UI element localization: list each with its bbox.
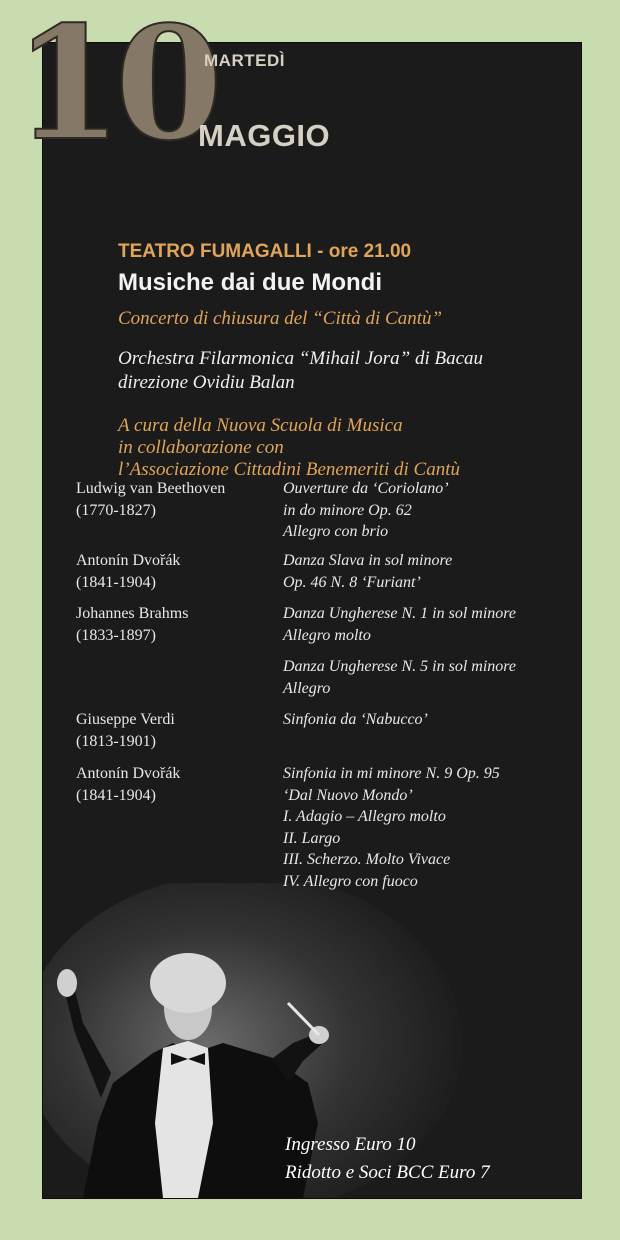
work-line: Danza Slava in sol minore — [283, 552, 453, 569]
composer-name: Antonín Dvořák — [76, 552, 181, 569]
conductor: direzione Ovidiu Balan — [118, 372, 295, 393]
composer-entry — [76, 603, 188, 646]
work-line: Allegro molto — [283, 626, 371, 644]
work-line: Op. 46 N. 8 ‘Furiant’ — [283, 573, 421, 591]
composer-entry — [76, 478, 225, 521]
work-entry — [283, 603, 516, 646]
organizer-line: in collaborazione con — [118, 437, 284, 458]
work-entry — [283, 709, 428, 731]
work-line: II. Largo — [283, 829, 341, 847]
organizer-line: A cura della Nuova Scuola di Musica — [118, 415, 403, 436]
composer-years: (1841-1904) — [76, 786, 156, 804]
work-entry — [283, 763, 500, 892]
performers — [118, 347, 483, 395]
work-line: Allegro — [283, 679, 331, 697]
date-month: MAGGIO — [198, 118, 331, 153]
composer-years: (1841-1904) — [76, 573, 156, 591]
composer-years: (1833-1897) — [76, 626, 156, 644]
work-line: Danza Ungherese N. 5 in sol minore — [283, 658, 517, 675]
work-line: IV. Allegro con fuoco — [283, 872, 418, 890]
work-entry — [283, 550, 452, 593]
organizers — [118, 415, 460, 481]
work-line: Sinfonia in mi minore N. 9 Op. 95 — [283, 765, 500, 782]
composer-name: Antonín Dvořák — [76, 765, 181, 782]
composer-name: Ludwig van Beethoven — [76, 480, 226, 497]
date-day: 10 — [14, 0, 216, 175]
work-entry — [283, 656, 516, 699]
ticket-prices — [285, 1131, 490, 1187]
concert-subtitle: Concerto di chiusura del “Città di Cantù” — [118, 308, 443, 329]
work-line: in do minore Op. 62 — [283, 501, 412, 519]
work-entry — [283, 478, 449, 543]
work-line: Allegro con brio — [283, 523, 389, 540]
orchestra: Orchestra Filarmonica “Mihail Jora” di Bacau — [118, 348, 484, 369]
work-line: Sinfonia da ‘Nabucco’ — [283, 711, 428, 728]
organizer-line: l’Associazione Cittadini Benemeriti di Cantù — [118, 459, 460, 480]
event-panel — [42, 42, 582, 1199]
composer-entry — [76, 550, 180, 593]
ticket-reduced-price: Ridotto e Soci BCC Euro 7 — [285, 1162, 490, 1183]
concert-title: Musiche dai due Mondi — [118, 269, 383, 296]
work-line: III. Scherzo. Molto Vivace — [283, 851, 451, 868]
composer-entry — [76, 763, 180, 806]
composer-entry — [76, 709, 175, 752]
date-weekday: MARTEDÌ — [204, 51, 285, 70]
composer-years: (1813-1901) — [76, 732, 156, 750]
ticket-full-price: Ingresso Euro 10 — [285, 1134, 416, 1155]
composer-name: Giuseppe Verdi — [76, 711, 175, 728]
work-line: Ouverture da ‘Coriolano’ — [283, 480, 449, 497]
work-line: I. Adagio – Allegro molto — [283, 808, 446, 825]
composer-years: (1770-1827) — [76, 501, 156, 519]
venue-time: TEATRO FUMAGALLI - ore 21.00 — [118, 241, 412, 262]
work-line: Danza Ungherese N. 1 in sol minore — [283, 605, 517, 622]
composer-name: Johannes Brahms — [76, 605, 189, 622]
work-line: ‘Dal Nuovo Mondo’ — [283, 786, 413, 804]
